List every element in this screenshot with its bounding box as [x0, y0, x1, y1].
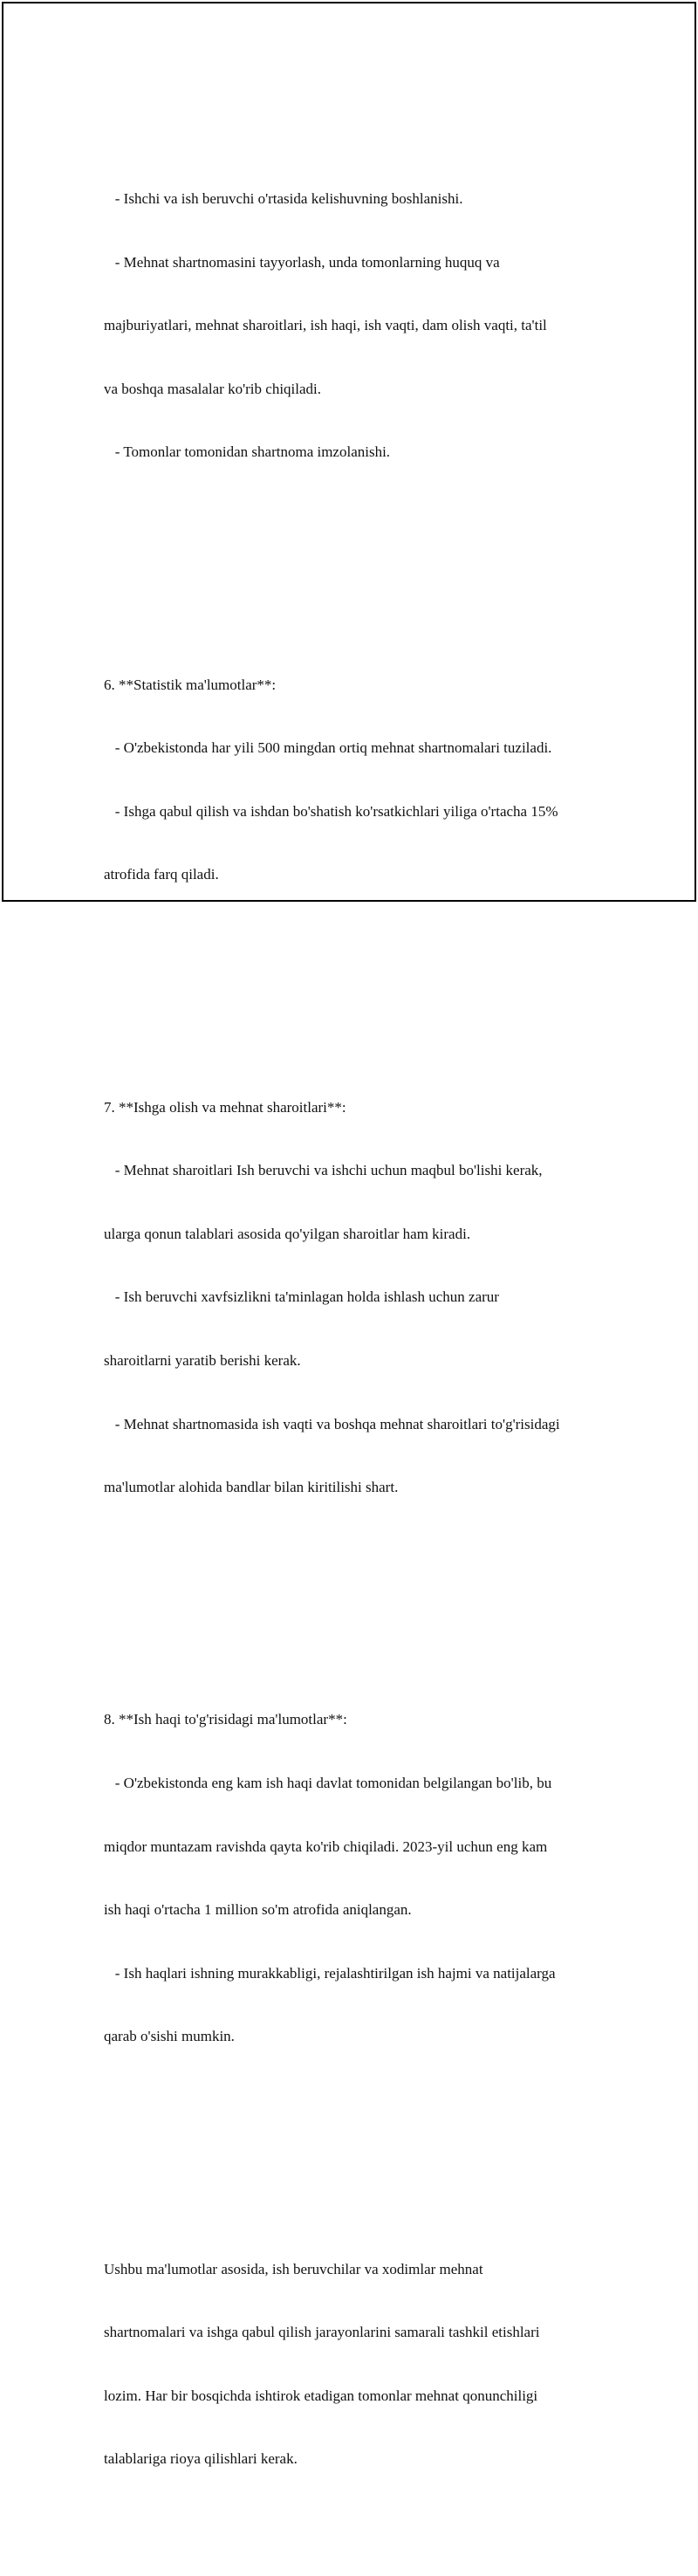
text-line: - Mehnat sharoitlari Ish beruvchi va ishchi uchun maqbul bo'lishi kerak, [104, 1162, 543, 1179]
section-statistics [104, 632, 610, 928]
document-body [104, 83, 610, 2576]
paragraph-gap [104, 547, 610, 568]
paragraph-steps [104, 147, 610, 505]
paragraph-gap [104, 2132, 610, 2153]
text-line: - Ish beruvchi xavfsizlikni ta'minlagan holda ishlash uchun zarur [104, 1288, 499, 1306]
text-line: shartnomalari va ishga qabul qilish jarayonlarini samarali tashkil etishlari [104, 2324, 540, 2341]
page-frame [2, 2, 696, 2468]
paragraph-gap [104, 970, 610, 991]
text-line: lozim. Har bir bosqichda ishtirok etadigan tomonlar mehnat qonunchiligi [104, 2387, 538, 2404]
text-line: - Ishchi va ish beruvchi o'rtasida kelishuvning boshlanishi. [104, 190, 463, 208]
paragraph-gap [104, 1583, 610, 1604]
text-line: ish haqi o'rtacha 1 million so'm atrofida aniqlangan. [104, 1901, 412, 1919]
text-line: atrofida farq qiladi. [104, 866, 219, 883]
text-line: - O'zbekistonda har yili 500 mingdan ortiq mehnat shartnomalari tuziladi. [104, 739, 552, 757]
text-line: miqdor muntazam ravishda qayta ko'rib chiqiladi. 2023-yil uchun eng kam [104, 1838, 548, 1855]
text-line: majburiyatlari, mehnat sharoitlari, ish haqi, ish vaqti, dam olish vaqti, ta'til [104, 317, 547, 334]
section-heading: 6. **Statistik ma'lumotlar**: [104, 676, 277, 693]
text-line: qarab o'sishi mumkin. [104, 2028, 235, 2045]
section-salary [104, 1667, 610, 2090]
text-line: - O'zbekistonda eng kam ish haqi davlat tomonidan belgilangan bo'lib, bu [104, 1774, 552, 1791]
text-line: Ushbu ma'lumotlar asosida, ish beruvchilar va xodimlar mehnat [104, 2260, 483, 2277]
text-line: - Mehnat shartnomasida ish vaqti va boshqa mehnat sharoitlari to'g'risidagi [104, 1415, 560, 1432]
section-working-conditions [104, 1054, 610, 1541]
text-line: ma'lumotlar alohida bandlar bilan kiritilishi shart. [104, 1479, 399, 1496]
paragraph-conclusion [104, 2216, 610, 2512]
text-line: talablariga rioya qilishlari kerak. [104, 2450, 298, 2468]
section-heading: 8. **Ish haqi to'g'risidagi ma'lumotlar**: [104, 1711, 347, 1728]
text-line: - Ish haqlari ishning murakkabligi, rejalashtirilgan ish hajmi va natijalarga [104, 1964, 556, 1982]
text-line: - Mehnat shartnomasini tayyorlash, unda tomonlarning huquq va [104, 253, 500, 271]
text-line: - Tomonlar tomonidan shartnoma imzolanishi. [104, 443, 391, 461]
section-heading: 7. **Ishga olish va mehnat sharoitlari**: [104, 1098, 346, 1116]
text-line: ularga qonun talablari asosida qo'yilgan sharoitlar ham kiradi. [104, 1225, 471, 1242]
text-line: - Ishga qabul qilish va ishdan bo'shatish ko'rsatkichlari yiliga o'rtacha 15% [104, 802, 558, 820]
text-line: va boshqa masalalar ko'rib chiqiladi. [104, 380, 322, 397]
text-line: sharoitlarni yaratib berishi kerak. [104, 1351, 301, 1369]
